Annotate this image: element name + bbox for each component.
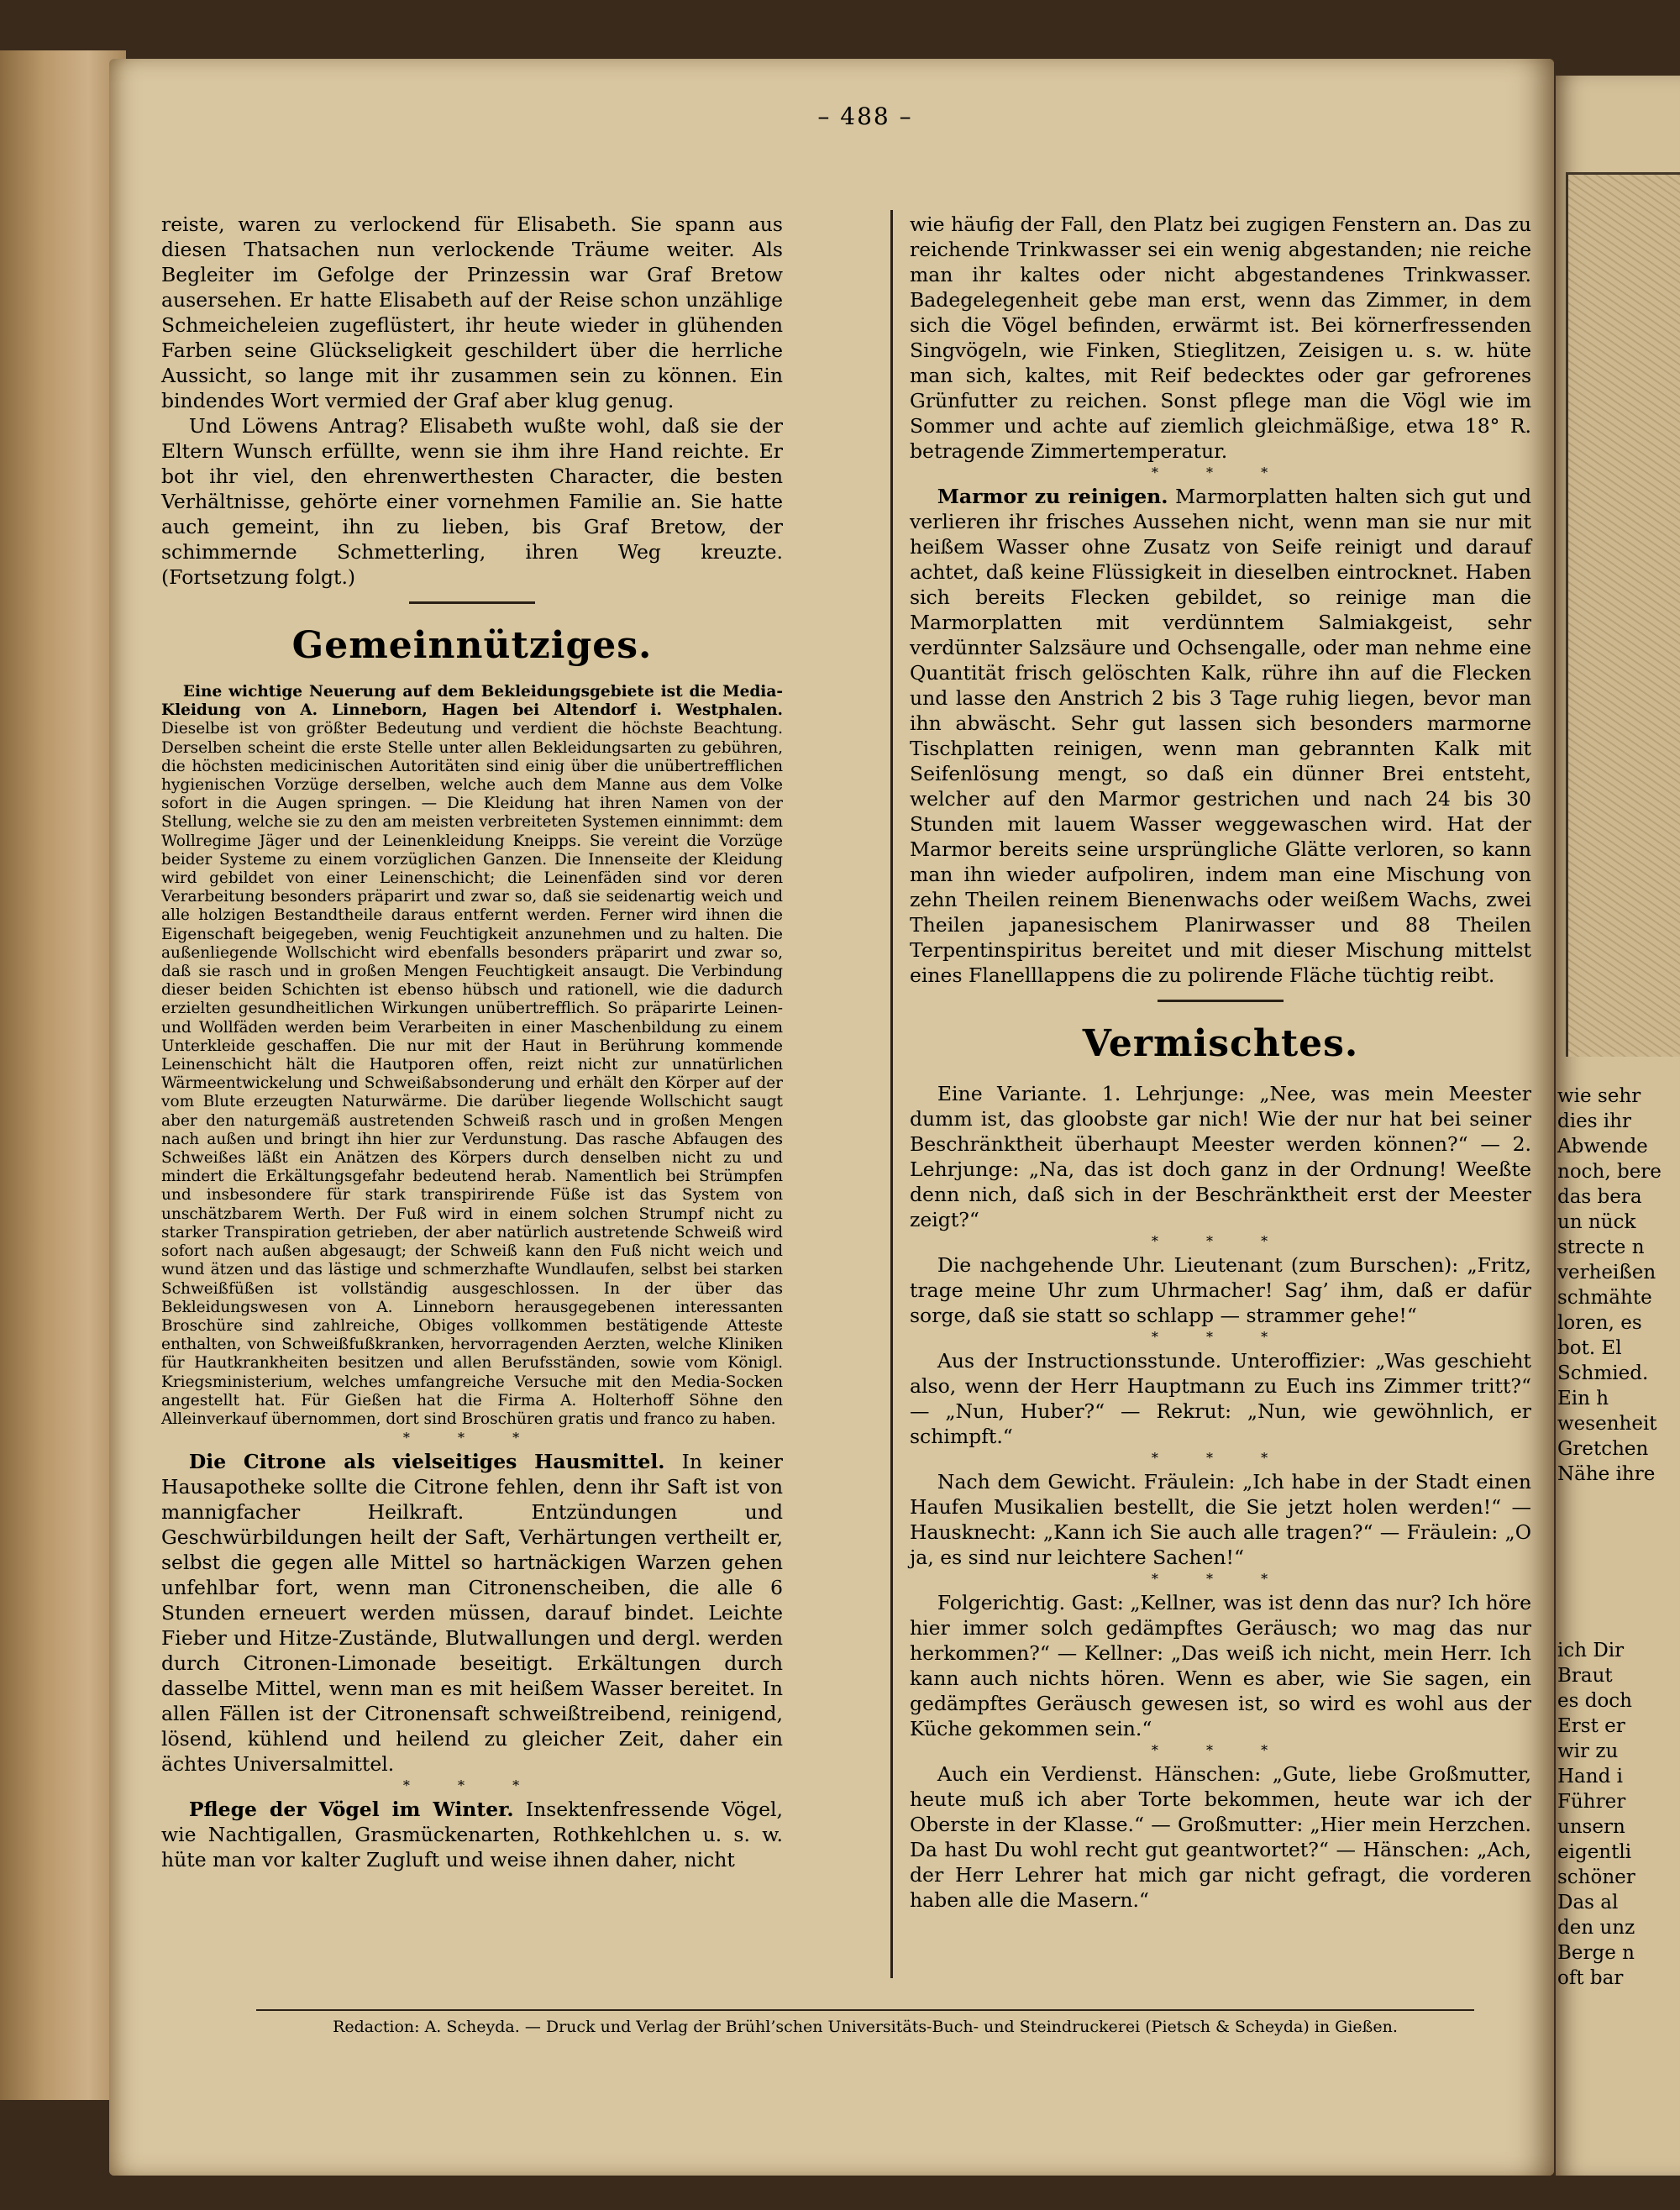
anecdote-heading: Die nachgehende Uhr. — [937, 1253, 1166, 1277]
divider — [1158, 1000, 1284, 1002]
anecdote — [910, 1761, 1531, 1913]
separator-stars: * * * — [402, 1430, 542, 1446]
neighbor-text-fragment: Abwende — [1557, 1136, 1648, 1157]
neighbor-text-fragment: den unz — [1557, 1917, 1635, 1939]
separator-stars: * * * — [1151, 465, 1290, 480]
anecdote-body: Unteroffizier: „Was geschieht also, wenn der Herr Hauptmann zu Euch ins Zimmer tritt?“ — „Nun, Huber?“ — Rekrut: „Nun, wie gewöhnlich, er schimpft.“ — [910, 1349, 1531, 1448]
neighbor-text-fragment: Berge n — [1557, 1942, 1635, 1964]
neighbor-page — [1556, 76, 1680, 2176]
neighbor-text-fragment: wir zu — [1557, 1740, 1619, 1762]
neighbor-text-fragment: Schmied. — [1557, 1362, 1649, 1384]
article-citrone — [161, 1449, 783, 1777]
article-marmor — [910, 484, 1531, 988]
column-divider — [890, 210, 893, 1978]
separator-stars: * * * — [1151, 1450, 1290, 1466]
neighbor-text-fragment: Führer — [1557, 1791, 1626, 1813]
neighbor-text-fragment: Braut — [1557, 1665, 1613, 1687]
neighbor-text-fragment: Gretchen — [1557, 1438, 1649, 1460]
neighbor-text-fragment: verheißen — [1557, 1262, 1656, 1283]
article-body: In keiner Hausapotheke sollte die Citrone fehlen, denn ihr Saft ist von mannigfacher Heilkraft. Entzündungen und Geschwürbildungen heilt der Saft, Verhärtungen vertheilt er, selbst die gegen alle Mittel so hartnäckigen Warzen gehen unfehlbar fort, wenn man Citronenscheiben, die alle 6 Stunden erneuert werden müssen, darauf bindet. Leichte Fieber und Hitze-Zustände, Blutwallungen und dergl. werden durch Citronen-Limonade beseitigt. Erkältungen durch dasselbe Mittel, wenn man es mit heißem Wasser bereitet. In allen Fällen ist der Citronensaft schweißtreibend, reinigend, lösend, kühlend und heilend zu gleicher Zeit, daher ein ächtes Universalmittel. — [161, 1450, 783, 1777]
article-heading: Die Citrone als vielseitiges Hausmittel. — [188, 1450, 665, 1474]
neighbor-text-fragment: Hand i — [1557, 1766, 1623, 1787]
anecdote-heading: Nach dem Gewicht. — [937, 1470, 1137, 1493]
separator-stars: * * * — [1151, 1329, 1290, 1345]
footer-rule — [256, 2009, 1474, 2011]
article-body: Insektenfressende Vögel, wie Nachtigallen, Grasmückenarten, Rothkehlchen u. s. w. hüte man vor kalter Zugluft und weise ihnen daher, nicht — [161, 1798, 783, 1872]
anecdote-body: 1. Lehrjunge: „Nee, was mein Meester dumm ist, das gloobste gar nich! Wie der nur hat bei seiner Beschränktheit überhaupt Meester werden können?“ — 2. Lehrjunge: „Na, das ist doch ganz in der Ordnung! Weeßte denn nich, daß sich in der Beschränktheit erst der Meester zeigt?“ — [910, 1082, 1531, 1231]
divider — [409, 601, 535, 604]
article-body: Dieselbe ist von größter Bedeutung und verdient die höchste Beachtung. Derselben scheint die erste Stelle unter allen Bekleidungsarten zu gebühren, die höchsten medicinischen Autoritäten sind einig über die unübertrefflichen hygienischen Vorzüge derselben, welche auch dem Manne aus dem Volke sofort in die Augen springen. — Die Kleidung hat ihren Namen von der Stellung, welche sie zu den am meisten verbreiteten Systemen einnimmt: dem Wollregime Jäger und der Leinenkleidung Kneipps. Sie vereint die Vorzüge beider Systeme zu einem vorzüglichen Ganzen. Die Innenseite der Kleidung wird gebildet von einer Leinenschicht; die Leinenfäden sind vor deren Verarbeitung besonders präparirt und zwar so, daß sie seidenartig weich und alle holzigen Bestandtheile daraus entfernt werden. Ferner wird ihnen die Eigenschaft beigegeben, wenig Feuchtigkeit anzunehmen und zu halten. Die außenliegende Wollschicht wird ebenfalls besonders präparirt und zwar so, daß sie rasch und in großen Mengen Feuchtigkeit ansaugt. Die Verbindung dieser beiden Schichten ist ebenso hübsch und rationell, wie die dadurch erzielten gesundheitlichen Wirkungen unübertrefflich. So präparirte Leinen- und Wollfäden werden beim Verarbeiten in einer Maschenbildung zu einem Unterkleide geschaffen. Die nur mit der Haut in Berührung kommende Leinenschicht hält die Hautporen offen, reizt nicht zur unnatürlichen Wärmeentwickelung und Schweißabsonderung und erhält den Körper auf der vom Blute erzeugten Naturwärme. Die darüber liegende Wollschicht saugt aber den naturgemäß austretenden Schweiß rasch und in großen Mengen nach außen und bringt ihn hier zur Verdunstung. Das rasche Abfaugen des Schweißes läßt ein Anätzen des Körpers durch denselben nicht zu und mindert die Erkältungsgefahr bedeutend herab. Namentlich bei Strümpfen und insbesondere für stark transpirirende Füße ist das System von unschätzbarem Werth. Der Fuß wird in einem solchen Strumpf nicht zu starker Transpiration getrieben, der aber natürlich austretende Schweiß wird sofort nach außen abgesaugt; der Schweiß kann den Fuß nicht weich und wund ätzen und das lästige und schmerzhafte Wundlaufen, selbst bei starken Schweißfüßen ist vollständig ausgeschlossen. In der über das Bekleidungswesen von A. Linneborn herausgegebenen interessanten Broschüre sind zahlreiche, Obiges vollkommen bestätigende Atteste enthalten, von Schweißfußkranken, hervorragenden Aerzten, welche Kliniken für Hautkrankheiten besitzen und allen Berufsständen, sowie vom Königl. Kriegsministerium, welches umfangreiche Versuche mit den Media-Socken angestellt hat. Für Gießen hat die Firma A. Holterhoff Söhne den Alleinverkauf übernommen, dort sind Broschüren gratis und franco zu haben. — [161, 720, 783, 1428]
separator-stars: * * * — [1151, 1233, 1290, 1249]
neighbor-text-fragment: eigentli — [1557, 1841, 1632, 1863]
left-column — [161, 212, 783, 1872]
article-heading: Eine wichtige Neuerung auf dem Bekleidungsgebiete ist die Media-Kleidung von A. Linneborn, Hagen bei Altendorf i. Westphalen. — [161, 683, 783, 720]
neighbor-text-fragment: es doch — [1557, 1690, 1632, 1712]
anecdote — [910, 1252, 1531, 1328]
anecdote-body: Fräulein: „Ich habe in der Stadt einen Haufen Musikalien bestellt, die Sie jetzt holen werden!“ — Hausknecht: „Kann ich Sie auch alle tragen?“ — Fräulein: „O ja, es sind nur leichtere Sachen!“ — [910, 1470, 1531, 1569]
neighbor-text-fragment: das bera — [1557, 1186, 1642, 1208]
story-paragraph: Und Löwens Antrag? Elisabeth wußte wohl, daß sie der Eltern Wunsch erfüllte, wenn sie ihm ihre Hand reichte. Er bot ihr viel, den ehrenwerthesten Character, die besten Verhältnisse, gehörte einer vornehmen Familie an. Sie hatte auch gemeint, ihn zu lieben, bis Graf Bretow, der schimmernde Schmetterling, ihren Weg kreuzte. (Fortsetzung folgt.) — [161, 414, 783, 589]
anecdote — [910, 1590, 1531, 1741]
anecdote-heading: Aus der Instructionsstunde. — [937, 1349, 1222, 1373]
neighbor-text-fragment: dies ihr — [1557, 1110, 1631, 1132]
anecdote-heading: Auch ein Verdienst. — [937, 1762, 1143, 1786]
book-page-edges — [0, 50, 126, 2100]
neighbor-text-fragment: strecte n — [1557, 1236, 1645, 1258]
article-heading: Marmor zu reinigen. — [937, 485, 1168, 508]
neighbor-illustration — [1566, 172, 1680, 1057]
article-heading: Pflege der Vögel im Winter. — [188, 1798, 514, 1822]
neighbor-text-fragment: wie sehr — [1557, 1085, 1641, 1107]
anecdote-body: Lieutenant (zum Burschen): „Fritz, trage meine Uhr zum Uhrmacher! Sag’ ihm, daß er dafür sorge, daß sie statt so schlapp — strammer gehe!“ — [910, 1253, 1531, 1327]
neighbor-text-fragment: Erst er — [1557, 1715, 1625, 1737]
page-number: – 488 – — [817, 102, 913, 130]
section-title-gemeinnuetziges: Gemeinnütziges. — [291, 624, 653, 667]
article-media-kleidung — [161, 683, 783, 1429]
anecdote — [910, 1469, 1531, 1570]
neighbor-text-fragment: loren, es — [1557, 1312, 1642, 1334]
neighbor-text-fragment: Nähe ihre — [1557, 1463, 1656, 1485]
right-column — [910, 212, 1531, 1913]
neighbor-text-fragment: Das al — [1557, 1892, 1619, 1913]
anecdote-body: Hänschen: „Gute, liebe Großmutter, heute muß ich aber Torte bekommen, heute war ich der Oberste in der Klasse.“ — Großmutter: „Hier mein Herzchen. Da hast Du wohl recht gut geantwortet?“ — Hänschen: „Ach, der Herr Lehrer hat mich gar nicht gefragt, die vorderen haben alle die Masern.“ — [910, 1762, 1531, 1912]
separator-stars: * * * — [1151, 1571, 1290, 1587]
neighbor-text-fragment: noch, bere — [1557, 1161, 1662, 1183]
neighbor-text-fragment: schöner — [1557, 1866, 1635, 1888]
neighbor-text-fragment: wesenheit — [1557, 1413, 1657, 1435]
neighbor-text-fragment: bot. El — [1557, 1337, 1622, 1359]
neighbor-text-fragment: ich Dir — [1557, 1640, 1625, 1661]
neighbor-text-fragment: un nück — [1557, 1211, 1636, 1233]
section-title-vermischtes: Vermischtes. — [1082, 1022, 1359, 1065]
article-voegel — [161, 1797, 783, 1872]
separator-stars: * * * — [402, 1777, 542, 1794]
neighbor-text-fragment: unsern — [1557, 1816, 1625, 1838]
neighbor-text-fragment: oft bar — [1557, 1967, 1624, 1989]
separator-stars: * * * — [1151, 1742, 1290, 1758]
neighbor-text-fragment: Ein h — [1557, 1388, 1609, 1409]
anecdote-heading: Folgerichtig. — [937, 1591, 1066, 1614]
article-continuation: wie häufig der Fall, den Platz bei zugigen Fenstern an. Das zu reichende Trinkwasser sei ein wenig abgestanden; nie reiche man ihr kaltes oder nicht abgestandenes Trinkwasser. Badegelegenheit gebe man erst, wenn das Zimmer, in dem sich die Vögel befinden, erwärmt ist. Bei körnerfressenden Singvögeln, wie Finken, Stieglitzen, Zeisigen u. s. w. hüte man sich, kaltes, mit Reif bedecktes oder gar gefrorenes Grünfutter zu reichen. Sonst pflege man die Vögl wie im Sommer und achte auf ziemlich gleichmäßige, etwa 18° R. betragende Zimmertemperatur. — [910, 213, 1531, 463]
anecdote-heading: Eine Variante. — [937, 1082, 1088, 1105]
neighbor-text-fragment: schmähte — [1557, 1287, 1652, 1309]
anecdote — [910, 1081, 1531, 1232]
anecdote — [910, 1348, 1531, 1449]
imprint-footer: Redaction: A. Scheyda. — Druck und Verlag der Brühl’schen Universitäts-Buch- und Steindruckerei (Pietsch & Scheyda) in Gießen. — [333, 2018, 1398, 2036]
article-body: Marmorplatten halten sich gut und verlieren ihr frisches Aussehen nicht, wenn man sie nur mit heißem Wasser ohne Zusatz von Seife reinigt und darauf achtet, daß keine Flüssigkeit in dieselben eintrocknet. Haben sich bereits Flecken gebildet, so reinige man die Marmorplatten mit verdünntem Salmiakgeist, sehr verdünnter Salzsäure und Ochsengalle, oder man nehme eine Quantität frisch gelöschten Kalk, rühre ihn auf die Flecken und lasse den Anstrich 2 bis 3 Tage ruhig liegen, bevor man ihn abwäscht. Sehr gut lassen sich besonders marmorne Tischplatten reinigen, wenn man gebrannten Kalk mit Seifenlösung mengt, so daß ein dünner Brei entsteht, welcher auf den Marmor gestrichen und nach 24 bis 30 Stunden mit lauem Wasser weggewaschen wird. Hat der Marmor bereits seine ursprüngliche Glätte verloren, so kann man ihn wieder aufpoliren, indem man eine Mischung von zehn Theilen reinem Bienenwachs oder weißem Wachs, zwei Theilen japanesischem Planirwasser und 88 Theilen Terpentinspiritus bereitet und mit dieser Mischung mittelst eines Flanelllappens die zu polirende Fläche tüchtig reibt. — [910, 485, 1531, 987]
story-continuation: reiste, waren zu verlockend für Elisabeth. Sie spann aus diesen Thatsachen nun verlockende Träume weiter. Als Begleiter im Gefolge der Prinzessin war Graf Bretow ausersehen. Er hatte Elisabeth auf der Reise schon unzählige Schmeicheleien zugeflüstert, ihr heute wieder in glühenden Farben seine Glückseligkeit geschildert über die herrliche Aussicht, so lange mit ihr zusammen sein zu können. Ein bindendes Wort vermied der Graf aber klug genug. — [161, 213, 783, 412]
anecdote-body: Gast: „Kellner, was ist denn das nur? Ich höre hier immer solch gedämpftes Geräusch; wo mag das nur herkommen?“ — Kellner: „Das weiß ich nicht, mein Herr. Ich kann auch nichts hören. Wenn es aber, wie Sie sagen, ein gedämpftes Geräusch gewesen ist, so wird es wohl aus der Küche gekommen sein.“ — [910, 1591, 1531, 1740]
